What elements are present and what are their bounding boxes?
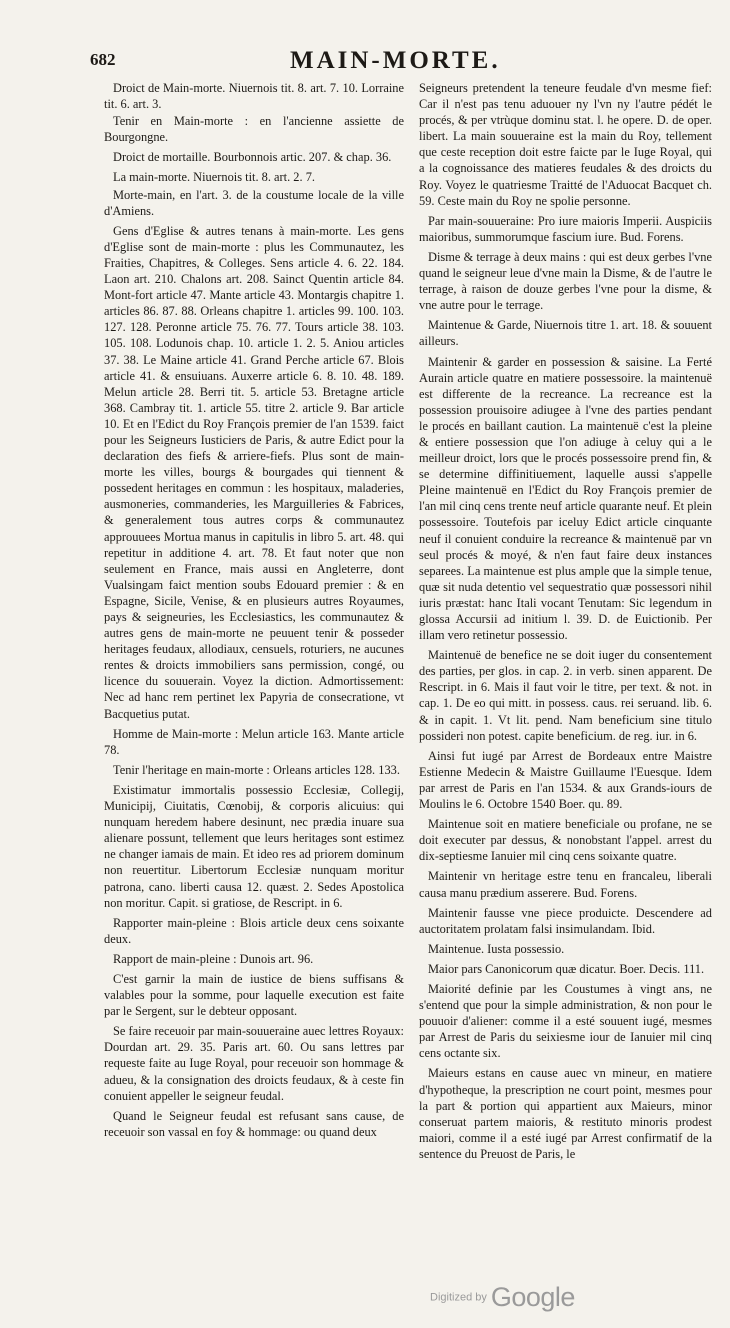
entry-maintenir-fausse: Maintenir fausse vne piece produicte. Descendere ad auctoritatem prolatam falsi insimulandam. Ibid. bbox=[419, 905, 712, 936]
entry-maintenir-heritage: Maintenir vn heritage estre tenu en francaleu, liberali causa manu prædium asserere. Bud. Forens. bbox=[419, 869, 712, 900]
entry-seigneurs-pretendent: Seigneurs pretendent la teneure feudale d'vn mesme fief: Car il n'est pas tenu aduouer ny l'vn ny l'autre pédét le procés, & per vtrùque dominu stat. l. he opere. D. de oper. libert. La main souueraine est la main du Roy, tellement que ceste reception doit estre faicte par le Iuge Royal, qui a la cognoissance des matieres feudales & des droicts du Roy. Voyez le quatriesme Traitté de l'Aduocat Bacquet ch. 59. Ceste main du Roy ne spolie personne. bbox=[419, 81, 712, 208]
entry-maintenue-soit: Maintenue soit en matiere beneficiale ou profane, ne se doit executer par dessus, & nonobstant l'appel. arrest du dix-septiesme Ianuier mil cinq cens soixante quatre. bbox=[419, 817, 712, 864]
page-number: 682 bbox=[90, 50, 116, 69]
entry-maior-pars: Maior pars Canonicorum quæ dicatur. Boer. Decis. 111. bbox=[428, 961, 705, 976]
entry-ainsi-fut-iuge: Ainsi fut iugé par Arrest de Bordeaux entre Maistre Estienne Medecin & Maistre Guillaume l'Euesque. Idem par arrest de Paris en l'an 1534. & aux Grands-iours de Moulins le 6. Octobre 1540 Boer. qu. 89. bbox=[419, 748, 712, 812]
entry-la-main-morte: La main-morte. Niuernois tit. 8. art. 2. 7. bbox=[113, 170, 315, 185]
entry-maintenir-garder: Maintenir & garder en possession & saisine. La Ferté Aurain article quatre en matiere possessoire. la maintenuë est differente de la recreance. La recreance est la possession prouisoire adiugee à l'vne des parties pendant le procés en baillant caution. La maintenuë c'est la pleine & entiere possession que l'on adiuge à celuy qui a le meilleur droict, lors que le procés possessoire prend fin, & se determine diffinitiuement, laquelle aussi s'appelle Pleine maintenuë en l'Edict du Roy François premier de l'an mil cinq cens trente neuf article quarante neuf. Et plein possessoire. Toutefois par iceluy Edict article cinquante neuf il conuient conduire la recreance & maintenuë par vn seul procés & moyé, & n'en faut faire deux instances separees. La maintenue est plus ample que la simple tenue, quæ sit nuda detentio vel sequestratio quæ possessori nihil iuris præstat: hanc Itali vocant Tenutam: Sic legendum in glossa Accursii ad initium l. 39. D. de Euictionib. Per illam vero retinetur possessio. bbox=[419, 354, 712, 643]
entry-morte-main: Morte-main, en l'art. 3. de la coustume locale de la ville d'Amiens. bbox=[104, 187, 404, 218]
entry-rapport-main-pleine: Rapport de main-pleine : Dunois art. 96. bbox=[113, 951, 314, 966]
entry-homme-main-morte: Homme de Main-morte : Melun article 163. Mante article 78. bbox=[104, 726, 404, 757]
entry-existimatur: Existimatur immortalis possessio Ecclesiæ, Collegij, Municipij, Ciuitatis, Cœnobij, & corporis alicuius: qui nunquam heredem habere desinunt, nec prædia inuare sua alienare possunt, tellement que leurs heritages sont estimez ne changer iamais de main. Et ideo res ad priorem dominum non reuertitur. Libertorum Ecclesiæ nunquam moritur patrona, cano. liberti causa 12. quæst. 2. Sedes Apostolica non moritur. Capit. si gratiose, de Rescript. in 6. bbox=[104, 782, 404, 910]
entry-rapporter-main-pleine: Rapporter main-pleine : Blois article deux cens soixante deux. bbox=[104, 915, 404, 946]
running-title: MAIN-MORTE. bbox=[290, 47, 501, 74]
left-column bbox=[104, 80, 404, 1144]
entry-maintenue-iusta: Maintenue. Iusta possessio. bbox=[428, 941, 565, 956]
entry-maieurs: Maieurs estans en cause auec vn mineur, en matiere d'hypotheque, la prescription ne court point, mesmes pour la part & portion qui appartient aux Maieurs, minor conseruat partem maioris, & restituto minoris prodest maiori, comme il a esté iugé par Arrest confirmatif de la sentence du Preuost de Paris, le bbox=[419, 1066, 712, 1161]
entry-garnir-main: C'est garnir la main de iustice de biens suffisans & valables pour la somme, pour laquelle execution est faite par le Sergent, sur le debteur opposant. bbox=[104, 971, 404, 1019]
entry-maintenue-benefice: Maintenuë de benefice ne se doit iuger du consentement des parties, per glos. in cap. 2. in verb. sinen apparent. De Rescript. in 6. Mais il faut voir le titre, per text. & not. in cap. 1. De eo qui mitt. in possess. caus. rei seruand. lib. 6. & in capit. 1. Vt lit. pend. Nam beneficium sine titulo possideri non potest. capite beneficium. de reg. iur. in 6. bbox=[419, 648, 712, 743]
entry-droict-mortaille: Droict de mortaille. Bourbonnois artic. 207. & chap. 36. bbox=[113, 150, 392, 165]
entry-maiorite: Maiorité definie par les Coustumes à vingt ans, ne s'entend que pour la simple administration, & non pour le pouuoir d'aliener: comme il a esté souuent iugé, mesmes par Arrest de Paris du seixiesme iour de Ianuier mil cinq cens octante six. bbox=[419, 981, 712, 1061]
entry-main-souueraine: Se faire receuoir par main-souueraine auec lettres Royaux: Dourdan art. 29. 35. Paris art. 60. Ou sans lettres par requeste faite au Iuge Royal, pour receuoir son hommage & adueu, & la consignation des droicts feudaux, & à ceste fin conuient appeller le seigneur feudal. bbox=[104, 1024, 404, 1103]
entry-droict-main-morte: Droict de Main-morte. Niuernois tit. 8. art. 7. 10. Lorraine tit. 6. art. 3. bbox=[104, 81, 404, 112]
entry-gens-eglise: Gens d'Eglise & autres tenans à main-morte. Les gens d'Eglise sont de main-morte : plus les Communautez, les Fraities, Chapitres, & Colleges. Sens article 4. 6. 22. 184. Laon art. 210. Chalons art. 208. Sainct Quentin article 84. Mont-fort article 47. Mante article 43. Montargis chapitre 1. articles 86. 87. 88. Orleans chapitre 1. articles 99. 100. 103. 127. 128. Peronne article 75. 76. 77. Tours article 38. 103. 105. 108. Lodunois chap. 10. article 1. 2. 5. Aniou articles 37. 38. Le Maine article 41. Grand Perche article 67. Blois article 41. & ensuiuans. Auxerre article 6. 8. 10. 48. 189. Melun article 28. Berri tit. 5. article 53. Bretagne article 368. Cambray tit. 1. article 55. titre 2. article 9. Bar article 10. Et en l'Edict du Roy François premier de l'an 1539. faict pour les Seigneurs Iusticiers de Paris, & autre Edict pour la declaration des fiefs & arriere-fiefs. Plus sont de main-morte les villes, bourgs & bourgades qui tiennent & possedent heritages en commun : les hospitaux, maladeries, ausmoneries, commanderies, les Marguilleries & Fabrices, & generalement tous autres corps & communautez approuuees Mortua manus in capitulis in libro 5. art. 48. qui repetitur in additione 4. art. 78. Et faut noter que non seulement en France, mais aussi en Angleterre, dont Vualsingam faict mention soubs Edouard premier : & en Espagne, Sicile, Venise, & en plusieurs autres Royaumes, pays & seigneuries, les Ecclesiastics, les communautez & autres gens de main-morte ne peuuent tenir & posseder heritages feudaux, allodiaux, censuels, roturiers, ne aucunes rentes & droicts immobiliers sans permission, congé, ou licence du souuerain. Voyez la diction. Admortissement: Nec ad hanc rem pertinet lex Papyria de consecratione, vt Bacquetius putat. bbox=[104, 223, 404, 721]
watermark-prefix: Digitized by bbox=[430, 1291, 487, 1304]
google-watermark bbox=[430, 1282, 575, 1313]
entry-maintenue-garde: Maintenue & Garde, Niuernois titre 1. art. 18. & souuent ailleurs. bbox=[419, 318, 712, 349]
google-logo: Google bbox=[490, 1282, 575, 1312]
right-column bbox=[419, 80, 712, 1166]
entry-seigneur-refusant: Quand le Seigneur feudal est refusant sans cause, de receuoir son vassal en foy & hommage: ou quand deux bbox=[104, 1108, 404, 1139]
entry-disme-terrage: Disme & terrage à deux mains : qui est deux gerbes l'vne quand le seigneur leue d'vne main la Disme, & de l'autre le terrage, à raison de douze gerbes l'vne pour la disme, & vne autre pour le terrage. bbox=[419, 249, 712, 313]
entry-par-main-souueraine: Par main-souueraine: Pro iure maioris Imperii. Auspiciis maioribus, summorumque fascium iure. Bud. Forens. bbox=[419, 213, 712, 244]
entry-tenir-main-morte: Tenir en Main-morte : en l'ancienne assiette de Bourgongne. bbox=[104, 114, 404, 145]
entry-tenir-heritage: Tenir l'heritage en main-morte : Orleans articles 128. 133. bbox=[113, 762, 400, 777]
